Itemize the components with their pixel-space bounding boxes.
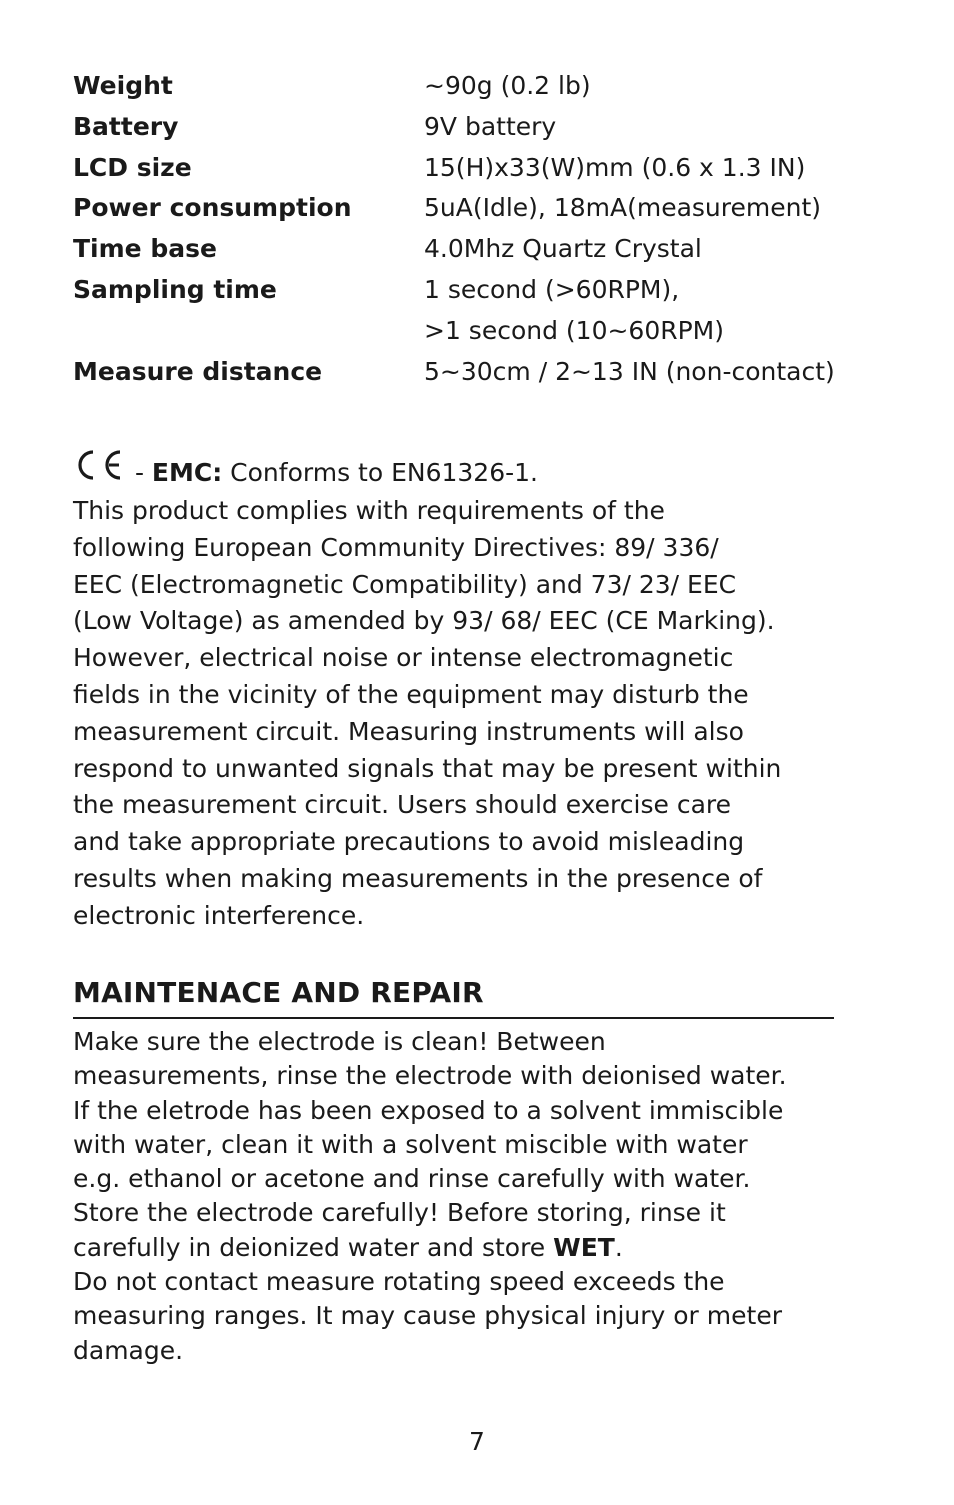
paragraph-line: measurements, rinse the electrode with deionised water. [73,1061,787,1091]
spec-value: 4.0Mhz Quartz Crystal [424,234,702,264]
ce-paragraph [73,493,873,935]
paragraph-line: However, electrical noise or intense electromagnetic [73,643,734,673]
spec-table [73,66,873,392]
paragraph-line: following European Community Directives: 89/ 336/ [73,532,719,562]
spec-value: 1 second (>60RPM), [424,274,680,304]
wet-suffix: . [614,1232,623,1262]
spec-values [424,229,873,270]
paragraph-line: damage. [73,1335,184,1365]
paragraph-line: electronic interference. [73,900,365,930]
paragraph-line: Make sure the electrode is clean! Between [73,1027,606,1056]
paragraph-line: Store the electrode carefully! Before storing, rinse it [73,1198,726,1228]
spec-row [73,270,873,352]
paragraph-line: and take appropriate precautions to avoid misleading [73,827,745,857]
spec-label: Measure distance [73,356,323,386]
paragraph-line: If the eletrode has been exposed to a solvent immiscible [73,1095,784,1125]
spec-value: 5~30cm / 2~13 IN (non-contact) [424,356,835,386]
emc-label: EMC: [151,458,223,487]
spec-label: Power consumption [73,193,352,223]
spec-label: Battery [73,111,179,141]
section-heading: MAINTENACE AND REPAIR [73,973,834,1019]
paragraph-line: EEC (Electromagnetic Compatibility) and 73/ 23/ EEC [73,569,737,599]
paragraph-line: with water, clean it with a solvent miscible with water [73,1129,748,1159]
ce-compliance-section [73,449,873,935]
spec-value: 15(H)x33(W)mm (0.6 x 1.3 IN) [424,152,806,182]
spec-row [73,188,873,229]
spec-values [424,148,873,189]
ce-heading-line [73,449,873,493]
paragraph-line: results when making measurements in the presence of [73,863,763,893]
spec-value: >1 second (10~60RPM) [424,315,724,345]
wet-prefix: carefully in deionized water and store [73,1232,554,1262]
ce-dash: - [127,458,152,487]
spec-values [424,107,873,148]
paragraph-line: measurement circuit. Measuring instruments will also [73,716,744,746]
spec-value: ~90g (0.2 lb) [424,71,591,100]
spec-values [424,66,873,107]
emc-text: Conforms to EN61326-1. [222,458,538,487]
spec-row [73,352,873,393]
paragraph-line [73,1231,873,1265]
spec-values [424,352,873,393]
maintenance-paragraph [73,1025,873,1368]
spec-row [73,107,873,148]
spec-value: 9V battery [424,111,557,141]
paragraph-line: measuring ranges. It may cause physical injury or meter [73,1301,782,1331]
paragraph-line: Do not contact measure rotating speed exceeds the [73,1267,725,1297]
paragraph-line: (Low Voltage) as amended by 93/ 68/ EEC (CE Marking). [73,606,775,636]
spec-row [73,229,873,270]
paragraph-line: This product complies with requirements of the [73,496,665,525]
spec-label: Sampling time [73,274,277,304]
spec-row [73,148,873,189]
spec-values [424,188,873,229]
spec-value: 5uA(Idle), 18mA(measurement) [424,193,822,223]
ce-mark-icon [73,449,123,481]
paragraph-line: the measurement circuit. Users should exercise care [73,790,732,820]
spec-label: Weight [73,71,173,100]
spec-row [73,66,873,107]
paragraph-line: fields in the vicinity of the equipment may disturb the [73,679,749,709]
paragraph-line: e.g. ethanol or acetone and rinse carefully with water. [73,1164,751,1194]
page-number: 7 [469,1427,485,1456]
spec-label: Time base [73,234,217,264]
wet-emphasis: WET [553,1232,615,1262]
spec-values [424,270,873,352]
paragraph-line: respond to unwanted signals that may be present within [73,753,782,783]
spec-label: LCD size [73,152,192,182]
